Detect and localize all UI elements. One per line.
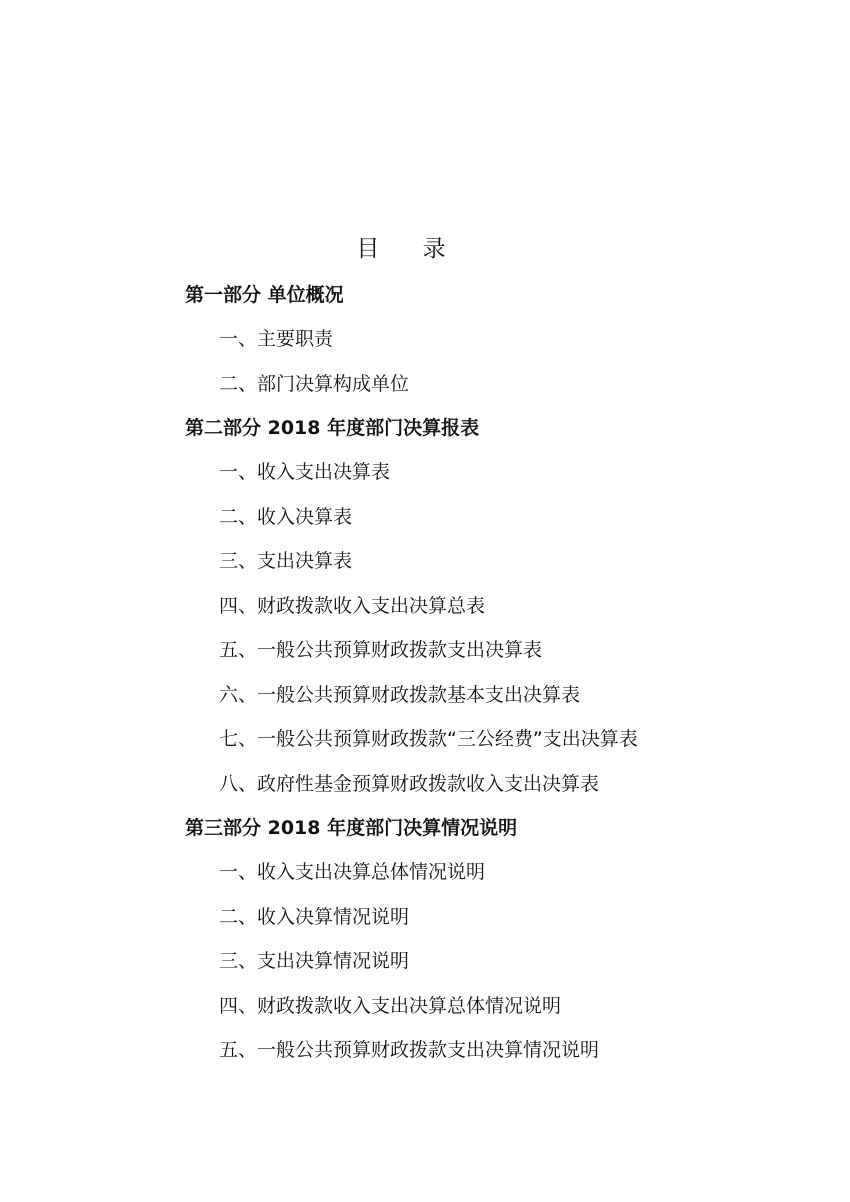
table-of-contents [0,280,850,1080]
part-heading-1[interactable]: 第一部分 单位概况 [185,284,344,306]
toc-item[interactable]: 二、部门决算构成单位 [219,372,410,395]
toc-item[interactable]: 七、一般公共预算财政拨款“三公经费”支出决算表 [219,728,638,750]
page-title: 目 录 [356,236,464,262]
toc-item[interactable]: 六、一般公共预算财政拨款基本支出决算表 [219,683,581,706]
toc-item[interactable]: 一、主要职责 [219,328,334,350]
part-heading-2[interactable]: 第二部分 2018 年度部门决算报表 [185,417,480,439]
toc-item[interactable]: 八、政府性基金预算财政拨款收入支出决算表 [219,772,600,795]
part-heading-3[interactable]: 第三部分 2018 年度部门决算情况说明 [185,817,518,839]
toc-item[interactable]: 三、支出决算情况说明 [219,950,410,972]
toc-item[interactable]: 二、收入决算情况说明 [219,905,410,928]
toc-item[interactable]: 四、财政拨款收入支出决算总表 [219,594,486,617]
toc-item[interactable]: 四、财政拨款收入支出决算总体情况说明 [219,994,562,1017]
toc-item[interactable]: 一、收入支出决算总体情况说明 [219,861,486,883]
toc-item[interactable]: 五、一般公共预算财政拨款支出决算表 [219,639,543,661]
toc-item[interactable]: 五、一般公共预算财政拨款支出决算情况说明 [219,1039,600,1061]
toc-item[interactable]: 三、支出决算表 [219,550,353,572]
toc-item[interactable]: 一、收入支出决算表 [219,461,391,483]
toc-item[interactable]: 二、收入决算表 [219,505,353,528]
